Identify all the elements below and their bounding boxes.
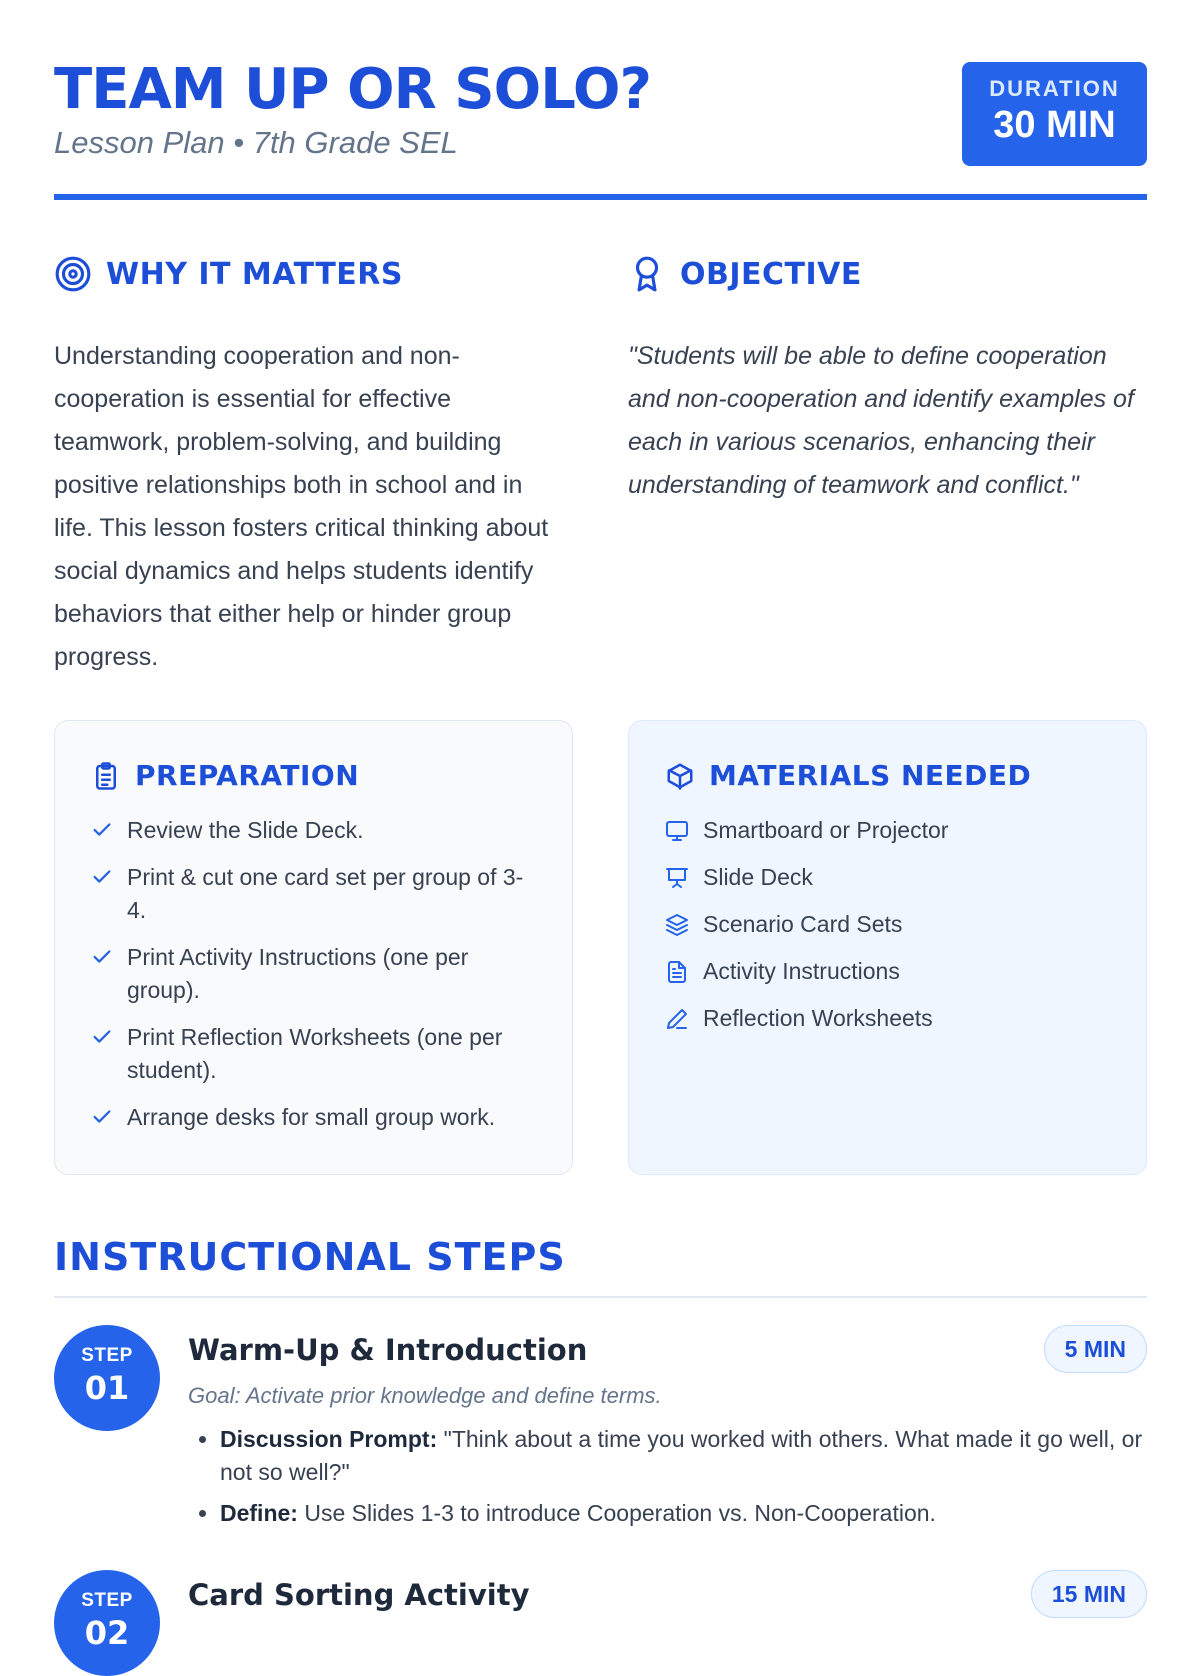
step-label: STEP <box>81 1345 133 1366</box>
duration-value: 30 MIN <box>993 104 1116 146</box>
objective-body: "Students will be able to define cooperation and non-cooperation and identify examples of each in various scenarios, enhancing their understanding of teamwork and conflict." <box>628 342 1134 499</box>
list-item <box>91 1101 536 1134</box>
layers-icon <box>665 913 689 937</box>
box-icon <box>665 761 695 791</box>
check-icon <box>91 866 113 888</box>
page-title: TEAM UP OR SOLO? <box>54 57 651 122</box>
preparation-title: PREPARATION <box>135 759 360 792</box>
step-badge <box>54 1570 160 1676</box>
step-01 <box>54 1325 1147 1555</box>
check-icon <box>91 946 113 968</box>
preparation-list <box>91 814 536 1134</box>
list-item <box>665 955 1110 988</box>
list-item <box>665 814 1110 847</box>
why-it-matters-heading <box>54 255 564 293</box>
bullet-label: Discussion Prompt: <box>220 1426 438 1452</box>
list-item <box>220 1423 1148 1489</box>
why-it-matters-title: WHY IT MATTERS <box>106 256 403 292</box>
list-item <box>91 861 536 927</box>
page-subtitle: Lesson Plan • 7th Grade SEL <box>54 125 458 160</box>
list-item <box>91 1021 536 1087</box>
step-title: Warm-Up & Introduction <box>188 1333 588 1367</box>
bullet-text: "Think about a time you worked with others. What made it go well, or not so well?" <box>220 1426 1143 1485</box>
preparation-item-text: Arrange desks for small group work. <box>127 1104 496 1130</box>
preparation-item-text: Print Activity Instructions (one per group). <box>127 944 469 1003</box>
step-time-badge: 5 MIN <box>1044 1325 1147 1373</box>
list-item <box>665 1002 1110 1035</box>
bullet-label: Define: <box>220 1500 298 1526</box>
monitor-icon <box>665 819 689 843</box>
materials-item-text: Activity Instructions <box>703 958 900 984</box>
step-02 <box>54 1570 1147 1652</box>
file-text-icon <box>665 960 689 984</box>
award-icon <box>628 255 666 293</box>
materials-item-text: Scenario Card Sets <box>703 911 903 937</box>
step-number: 02 <box>84 1614 130 1652</box>
target-icon <box>54 255 92 293</box>
steps-divider <box>54 1296 1147 1298</box>
step-bullets <box>188 1423 1148 1538</box>
check-icon <box>91 1026 113 1048</box>
preparation-item-text: Print Reflection Worksheets (one per student). <box>127 1024 503 1083</box>
materials-item-text: Smartboard or Projector <box>703 817 949 843</box>
step-label: STEP <box>81 1590 133 1611</box>
why-it-matters-section <box>54 255 564 679</box>
step-time-badge: 15 MIN <box>1031 1570 1147 1618</box>
check-icon <box>91 1106 113 1128</box>
preparation-item-text: Review the Slide Deck. <box>127 817 364 843</box>
presentation-icon <box>665 866 689 890</box>
header-divider <box>54 194 1147 200</box>
list-item <box>665 908 1110 941</box>
clipboard-icon <box>91 761 121 791</box>
list-item <box>91 941 536 1007</box>
step-number: 01 <box>84 1369 130 1407</box>
materials-card <box>628 720 1147 1175</box>
materials-item-text: Slide Deck <box>703 864 813 890</box>
materials-item-text: Reflection Worksheets <box>703 1005 933 1031</box>
objective-title: OBJECTIVE <box>680 256 862 292</box>
bullet-text: Use Slides 1-3 to introduce Cooperation vs. Non-Cooperation. <box>297 1500 936 1526</box>
duration-label: DURATION <box>989 76 1120 101</box>
check-icon <box>91 819 113 841</box>
step-goal: Goal: Activate prior knowledge and define terms. <box>188 1383 662 1408</box>
instructional-steps-heading: INSTRUCTIONAL STEPS <box>54 1235 566 1279</box>
pencil-icon <box>665 1007 689 1031</box>
header <box>54 55 1147 200</box>
preparation-item-text: Print & cut one card set per group of 3-4. <box>127 864 524 923</box>
materials-title: MATERIALS NEEDED <box>709 759 1032 792</box>
step-title: Card Sorting Activity <box>188 1578 530 1612</box>
materials-heading <box>665 759 1110 792</box>
list-item <box>91 814 536 847</box>
preparation-heading <box>91 759 536 792</box>
objective-section <box>628 255 1147 507</box>
duration-badge <box>962 62 1147 166</box>
materials-list <box>665 814 1110 1035</box>
step-badge <box>54 1325 160 1431</box>
list-item <box>665 861 1110 894</box>
preparation-card <box>54 720 573 1175</box>
why-it-matters-body: Understanding cooperation and non-cooperation is essential for effective teamwork, problem-solving, and building positive relationships both in school and in life. This lesson fosters critical thinking about social dynamics and helps students identify behaviors that either help or hinder group progress. <box>54 342 549 671</box>
list-item <box>220 1497 1148 1530</box>
objective-heading <box>628 255 1147 293</box>
lesson-plan-page <box>54 0 1147 1652</box>
